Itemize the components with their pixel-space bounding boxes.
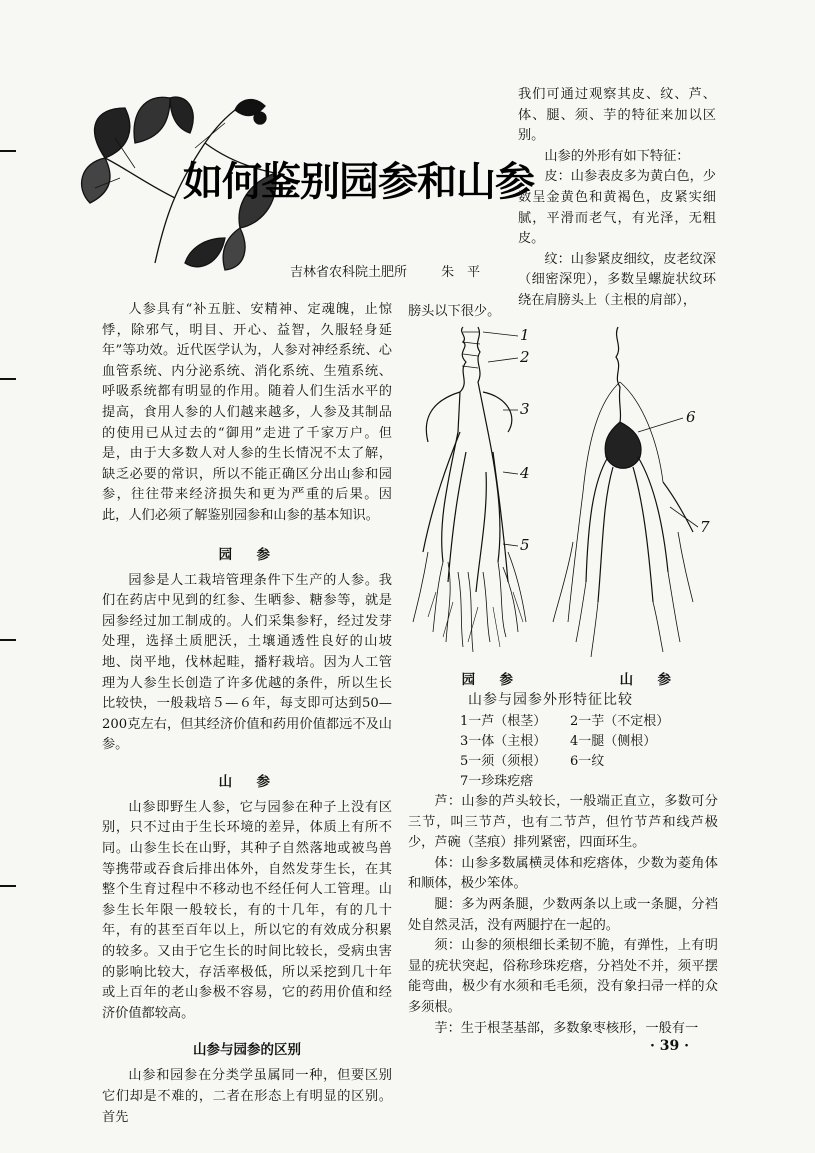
figure-label-4: 4 bbox=[520, 464, 530, 482]
right-para-2: 山参的外形有如下特征： bbox=[544, 148, 690, 164]
right-para-fibrous-roots: 须：山参的须根细长柔韧不脆，有弹性，上有明显的疣状突起，俗称珍珠疙瘩，分裆处不并，须平摆能弯曲，极少有水须和毛毛须，没有象扫帚一样的众多须根。 bbox=[408, 938, 718, 1015]
right-para-rhizome: 芦：山参的芦头较长，一般端正直立，多数可分三节，叫三节芦，也有二节芦，但竹节芦和线芦极少，芦碗（茎痕）排列紧密，四面环生。 bbox=[408, 794, 718, 851]
section-heading-shanshen: 山 参 bbox=[218, 773, 276, 790]
author-line bbox=[290, 261, 480, 280]
right-para-1: 我们可通过观察其皮、纹、芦、体、腿、须、芋的特征来加以区别。 bbox=[518, 87, 716, 144]
right-para-legs: 腿：多为两条腿，少数两条以上或一条腿，分裆处自然灵活，没有两腿拧在一起的。 bbox=[408, 896, 718, 933]
right-para-texture: 纹：山参紧皮细纹，皮老纹深（细密深兜），多数呈螺旋状纹环绕在肩膀头上（主根的肩部）， bbox=[518, 251, 716, 308]
legend-row bbox=[460, 732, 710, 752]
yuanshen-paragraph: 园参是人工栽培管理条件下生产的人参。我们在药店中见到的红参、生晒参、糖参等，就是园参经过加工制成的。人们采集参籽，经过发芽处理，选择土质肥沃，土壤通透性良好的山坡地、岗平地，伐林起畦，播籽栽培。因为人工管理为人参生长创造了许多优越的条件，所以生长比较快，一般栽培５—６年，每支即可达到50—200克左右，但其经济价值和药用价值都远不及山参。 bbox=[102, 572, 392, 753]
figure-label-shanshen: 山 参 bbox=[619, 672, 677, 688]
legend-row bbox=[460, 772, 710, 792]
figure-label-2: 2 bbox=[520, 348, 530, 366]
margin-mark bbox=[0, 639, 16, 641]
legend-item: 2一芋（不定根） bbox=[570, 714, 670, 729]
figure-label-1: 1 bbox=[520, 326, 530, 344]
right-para-adventitious-root: 芋：生于根茎基部，多数象枣核形，一般有一 bbox=[434, 1020, 699, 1036]
legend-item: 7一珍珠疙瘩 bbox=[460, 774, 534, 789]
figure-label-yuanshen: 园 参 bbox=[461, 672, 519, 688]
figure-label-7: 7 bbox=[700, 518, 710, 536]
section-heading-difference: 山参与园参的区别 bbox=[193, 1042, 301, 1059]
legend-item: 4一腿（侧根） bbox=[570, 734, 657, 749]
difference-paragraph: 山参和园参在分类学虽属同一种，但要区别它们却是不难的，二者在形态上有明显的区别。首先 bbox=[102, 1068, 392, 1125]
margin-mark bbox=[0, 378, 16, 380]
legend-item: 3一体（主根） bbox=[460, 734, 547, 749]
figure-label-5: 5 bbox=[520, 536, 530, 554]
right-para-body: 体：山参多数属横灵体和疙瘩体，少数为菱角体和顺体，极少笨体。 bbox=[408, 855, 718, 892]
section-heading-yuanshen: 园 参 bbox=[218, 546, 276, 563]
right-para-skin: 皮：山参表皮多为黄白色，少数呈金黄色和黄褐色，皮紧实细腻，平滑而老气，有光泽，无粗皮。 bbox=[518, 169, 716, 247]
author-institution: 吉林省农科院土肥所 bbox=[290, 265, 408, 280]
right-column-bottom bbox=[408, 792, 718, 1039]
intro-paragraph: 人参具有“补五脏、安精神、定魂魄，止惊悸，除邪气，明目、开心、益智，久服轻身延年”等功效。近代医学认为，人参对神经系统、心血管系统、内分泌系统、消化系统、生殖系统、呼吸系统都有明显的作用。随着人们生活水平的提高，食用人参的人们越来越多，人参及其制品的使用已从过去的“御用”走进了千家万户。但是，由于大多数人对人参的生长情况不太了解，缺乏必要的常识，所以不能正确区分出山参和园参，往往带来经济损失和更为严重的后果。因此，人们必须了解鉴别园参和山参的基本知识。 bbox=[102, 302, 392, 523]
margin-mark bbox=[0, 150, 16, 152]
legend-item: 1一芦（根茎） bbox=[460, 714, 547, 729]
figure-legend bbox=[460, 712, 710, 792]
legend-item: 5一须（须根） bbox=[460, 754, 547, 769]
margin-mark bbox=[0, 885, 16, 887]
page-number: · 39 · bbox=[650, 1038, 689, 1054]
legend-row bbox=[460, 752, 710, 772]
figure-label-6: 6 bbox=[686, 408, 696, 426]
left-column bbox=[102, 300, 392, 1128]
right-para-continuation: 膀头以下很少。 bbox=[408, 304, 501, 319]
shanshen-paragraph: 山参即野生人参，它与园参在种子上没有区别，只不过由于生长环境的差异，体质上有所不同。山参生长在山野，其种子自然落地或被鸟兽等携带或吞食后排出体外，自然发芽生长，在其整个生育过程中不移动也不经任何人工管理。山参生长年限一般较长，有的十几年，有的几十年，有的甚至百年以上，所以它的有效成分积累的较多。又由于它生长的时间比较长，受病虫害的影响比较大，存活率极低，所以采挖到几十年或上百年的老山参极不容易，它的药用价值和经济价值都较高。 bbox=[102, 799, 392, 1021]
figure-caption-title: 山参与园参外形特征比较 bbox=[468, 692, 633, 708]
right-column-top bbox=[518, 85, 716, 312]
author-name: 朱 平 bbox=[441, 265, 481, 280]
figure-label-3: 3 bbox=[520, 400, 530, 418]
article-title: 如何鉴别园参和山参 bbox=[183, 159, 534, 205]
legend-item: 6一纹 bbox=[570, 754, 605, 769]
legend-row bbox=[460, 712, 710, 732]
ginseng-root-figure bbox=[408, 322, 723, 662]
